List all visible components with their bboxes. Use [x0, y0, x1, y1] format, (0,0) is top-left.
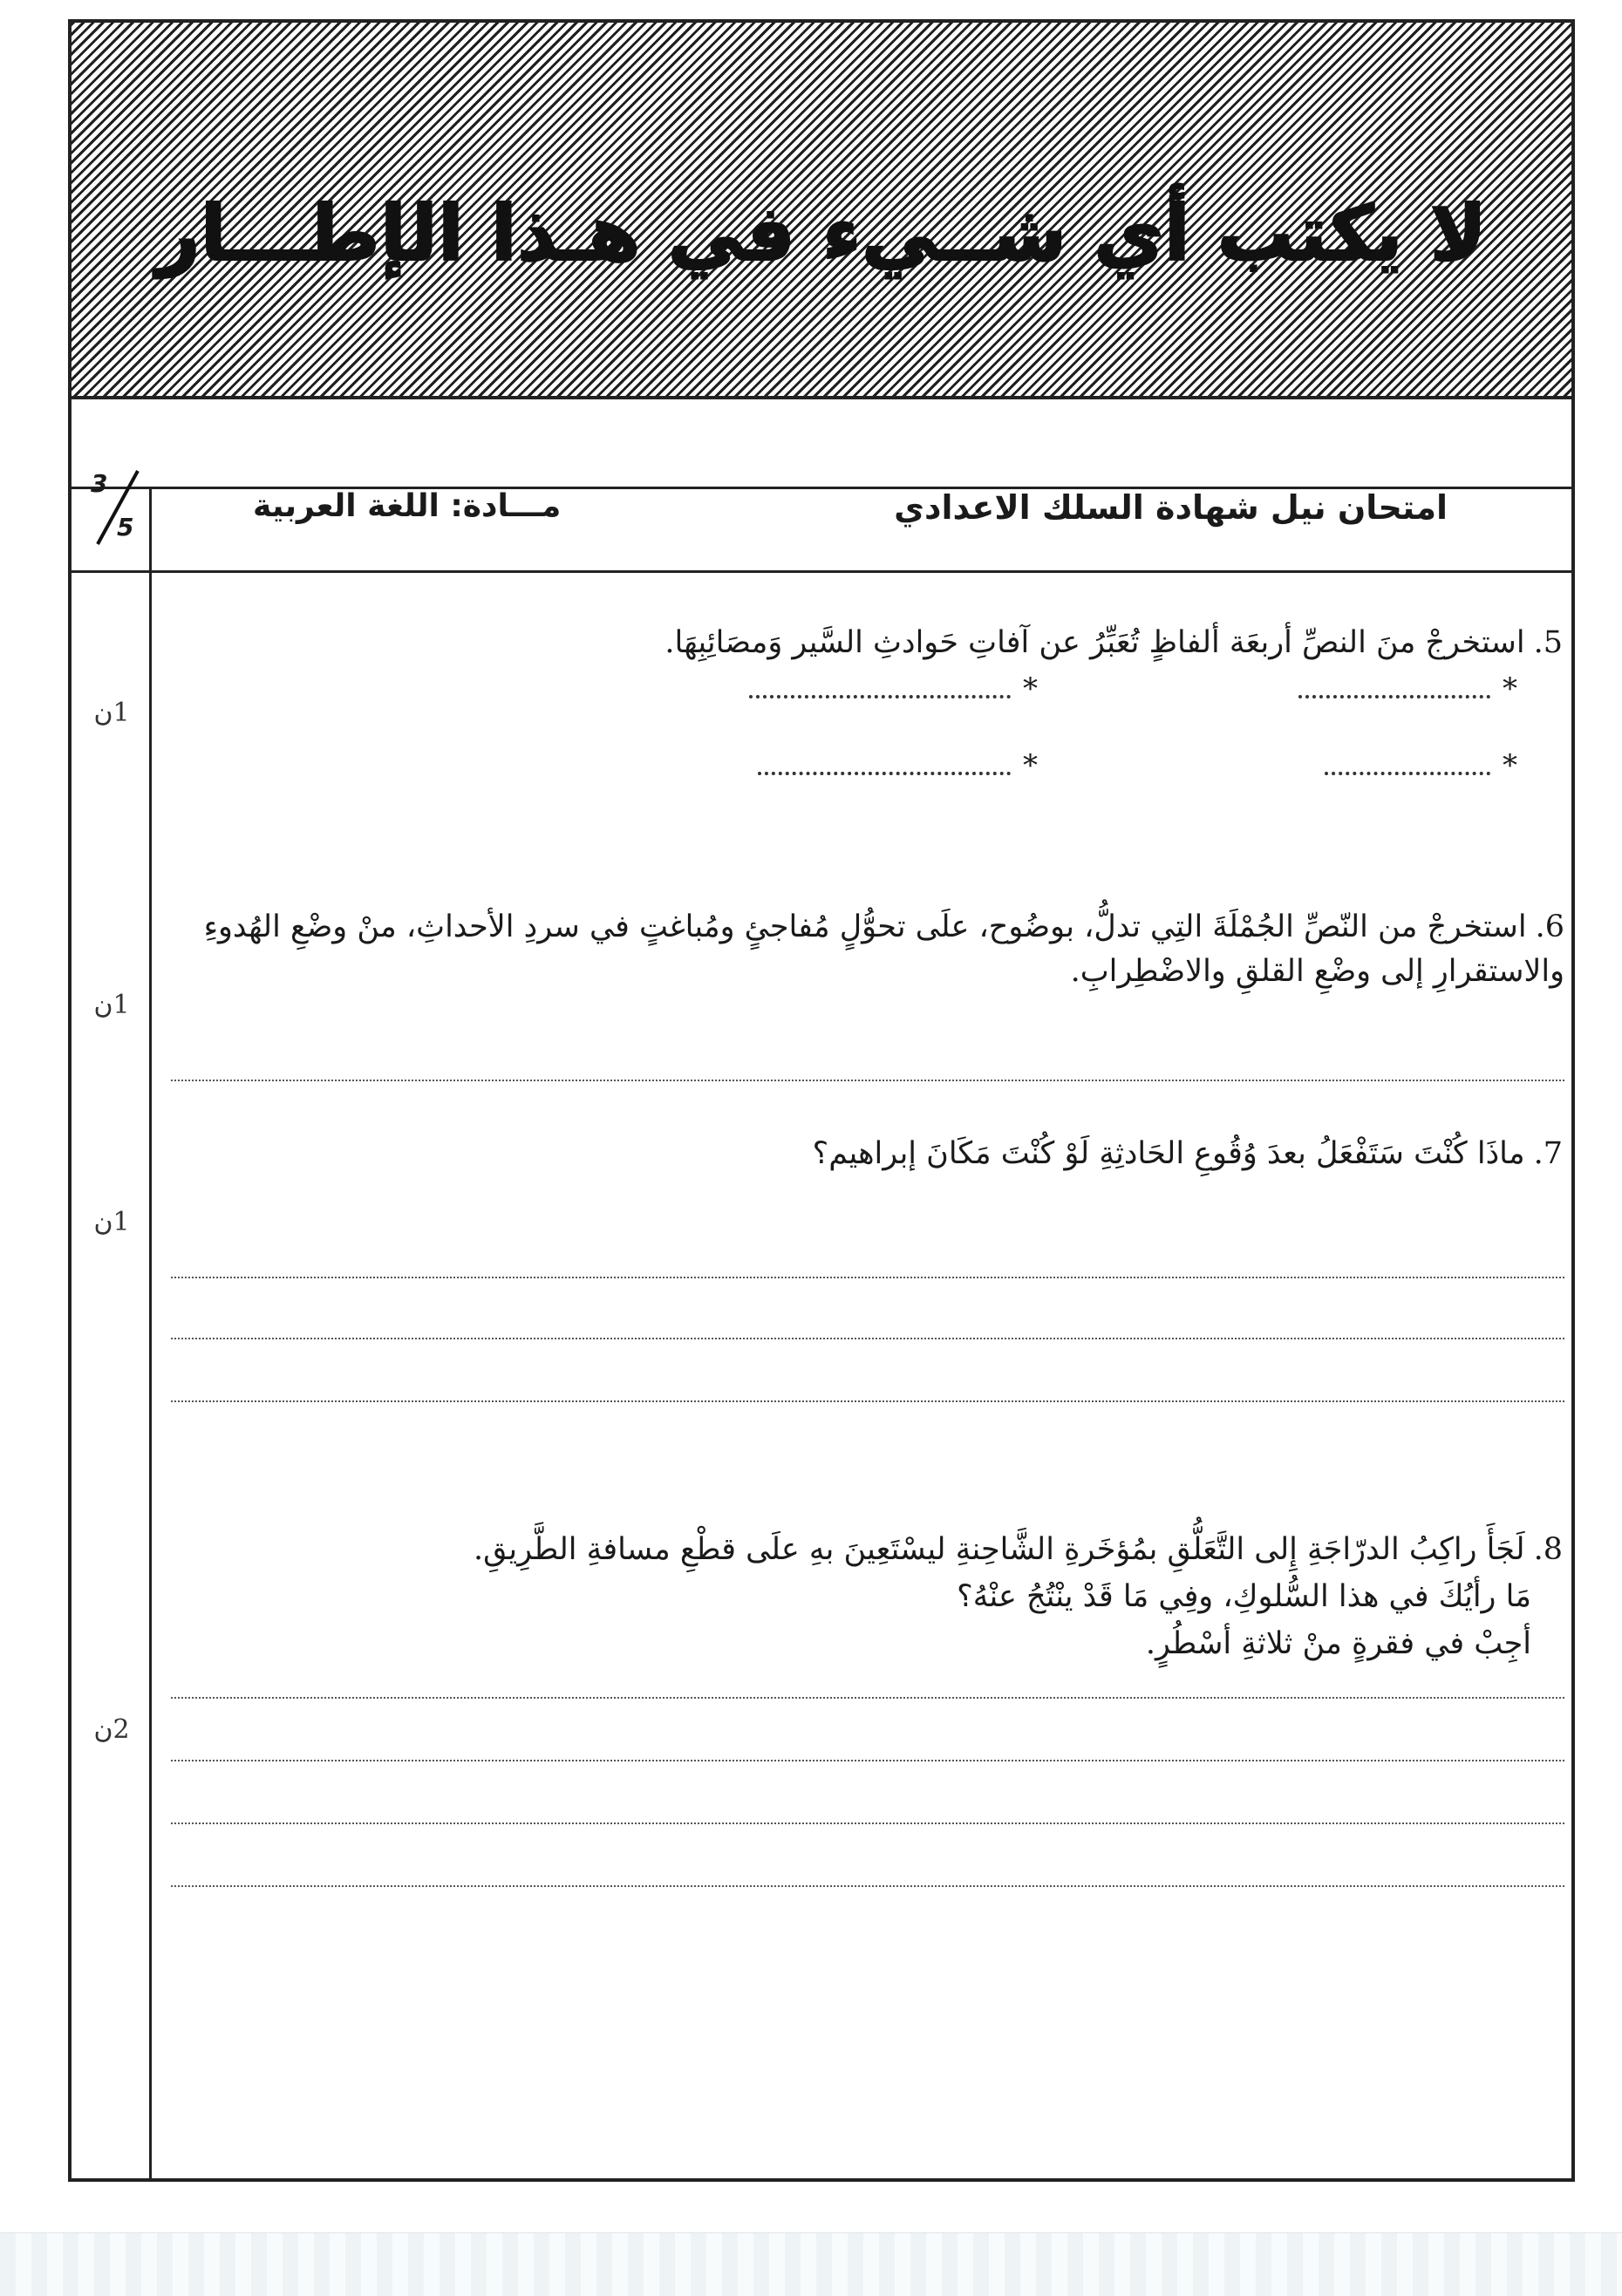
fill-blank[interactable] — [1325, 749, 1490, 775]
blank-strip — [72, 399, 1571, 489]
question-number: 8. — [1533, 1532, 1563, 1567]
do-not-write-banner — [72, 23, 1571, 399]
page-number — [72, 464, 152, 548]
question-5-mark: 1ن — [93, 698, 130, 728]
question-6 — [169, 905, 1564, 994]
question-number: 7. — [1533, 1136, 1563, 1171]
fill-blank[interactable] — [749, 672, 1011, 698]
answer-line[interactable] — [171, 1080, 1564, 1081]
asterisk: * — [1503, 748, 1517, 783]
question-text: استخرجْ من النّصِّ الجُمْلَةَ التِي تدلُّ، بوضُوح، علَى تحوُّلٍ مُفاجئٍ ومُباغتٍ في سردِ الأحداثِ، منْ وضْعِ الهُدوءِ والاستقرارِ إلى وضْعِ القلقِ والاضْطِرابِ. — [203, 910, 1564, 989]
answer-line[interactable] — [171, 1760, 1564, 1761]
answer-line[interactable] — [171, 1338, 1564, 1339]
asterisk: * — [1503, 671, 1517, 706]
question-8-mark: 2ن — [93, 1714, 130, 1745]
blank-5-4 — [758, 748, 1038, 783]
blank-5-3 — [1325, 748, 1517, 783]
question-text: لَجَأَ راكِبُ الدرّاجَةِ إِلى التَّعَلُّقِ بمُؤخَرةِ الشَّاحِنةِ ليسْتَعِينَ بهِ علَى قطْعِ مسافةِ الطَّرِيقِ. — [474, 1532, 1525, 1567]
page-fraction-slash — [72, 464, 152, 548]
scan-edge-strip — [0, 2232, 1622, 2296]
asterisk: * — [1023, 748, 1038, 783]
exam-title: امتحان نيل شهادة السلك الاعدادي — [894, 488, 1448, 527]
blank-5-2 — [749, 671, 1038, 706]
blank-5-1 — [1298, 671, 1517, 706]
question-6-mark: 1ن — [93, 990, 130, 1020]
question-text: ماذَا كُنْتَ سَتَفْعَلُ بعدَ وُقُوعِ الحَادثِةِ لَوْ كُنْتَ مَكَانَ إبراهيم؟ — [812, 1136, 1525, 1171]
question-number: 5. — [1533, 625, 1563, 660]
fill-blank[interactable] — [1298, 672, 1490, 698]
question-7 — [202, 1132, 1563, 1176]
asterisk: * — [1023, 671, 1038, 706]
question-number: 6. — [1535, 910, 1564, 944]
question-8-instruction: أجِبْ في فقرةٍ منْ ثلاثةِ أسْطُرٍ. — [1145, 1626, 1531, 1661]
fill-blank[interactable] — [758, 749, 1011, 775]
page-total: 5 — [117, 513, 134, 542]
answer-line[interactable] — [171, 1822, 1564, 1824]
question-8-subquestion: مَا رأيُكَ في هذا السُّلوكِ، وفِي مَا قَدْ ينْتُجُ عنْهُ؟ — [957, 1579, 1531, 1614]
banner-text: لا يكتب أي شــيء في هـذا الإطـــار — [156, 188, 1487, 278]
question-5 — [202, 621, 1563, 665]
answer-line[interactable] — [171, 1697, 1564, 1699]
answer-line[interactable] — [171, 1277, 1564, 1278]
marks-column — [72, 487, 152, 2178]
answer-line[interactable] — [171, 1885, 1564, 1887]
page-current: 3 — [91, 469, 108, 498]
exam-page-frame — [68, 19, 1575, 2182]
subject-label: مـــادة: اللغة العربية — [253, 488, 562, 524]
question-text: استخرجْ منَ النصِّ أربعَة ألفاظٍ تُعَبِّرُ عن آفاتِ حَوادثِ السَّير وَمصَائِبِهَا. — [664, 625, 1525, 660]
question-8 — [202, 1528, 1563, 1572]
answer-line[interactable] — [171, 1400, 1564, 1402]
question-7-mark: 1ن — [93, 1207, 130, 1237]
